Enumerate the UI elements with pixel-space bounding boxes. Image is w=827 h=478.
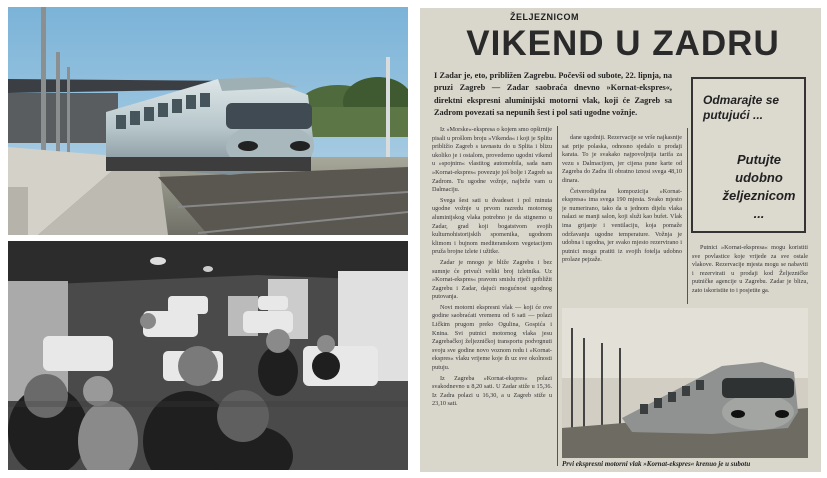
article-paragraph: Novi motorni ekspresni vlak — koji će ove godine saobraćati vremenu od 6 sati — polazi Ličkim prugom preko Ogulina, Gospića i Knina. Svi putnici motornog vlaka jesu Zagrebačkoj željezničkoj transportu podvrgnuti svoju sve godine novo voznom redu i »Kornat-ekspres« vlaku vrijeme koje ih uz sve okolnosti putuju. [432,303,552,372]
passengers-photo-icon [8,241,408,470]
article-paragraph: Putnici »Kornat-ekspresa« mogu koristiti sve povlastice koje vrijede za sve ostale vlakove. Rezervacije mjesta mogu se nabaviti i rezervirati u prodaji kod Željezničke putničke agencije u Zagrebu. Zadar je blizu, zato iskoristite to i posjetite ga. [692,244,808,294]
article-paragraph: Svega šest sati u dvadeset i pol minuta ugodne vožnje u prvom razredu motornog aluminijskog vlaka potrebno je da stignemo u Zadar, grad koji bogatstvom svojih kulturnohistorijskih spomenika, ugodnom klimom i bujnom mediteranskom vegetacijom pruža brojne izlete i užitke. [432,196,552,256]
train-photo [8,7,408,235]
photo-caption: Prvi ekspresni motorni vlak »Kornat-ekspres« krenuo je u subotu [562,460,751,468]
train-photo-icon [8,7,408,235]
article-paragraph: Zadar je mnogo je bliže Zagrebu i bez sumnje će privući veliki broj izletnika. Uz »Kornat-ekspres« pravom smislu riječi približit Zagrebu i Zadar, dajući mogućnost ugodnog putovanja. [432,258,552,301]
train-photo-icon [562,308,808,458]
article-paragraph: Iz »Morske«-ekspresa o kojem smo opširnije pisali u prošlom broju »Vikenda« i koji je Splitu približio Zagreb s tavnastu do u Splita i blizu ukoliko je i ostalom, provedemo ugodni vikend u »spojnim« vlastitog automobila, sada nam »Kornat-ekspres« povezuje još bolje i Zagreb sa Zadrom. Tu ugodne vožnje, najbrže vam u Dalmaciju. [432,126,552,194]
section-label: ŽELJEZNICOM [510,12,580,22]
column-divider [557,126,558,466]
column-divider [687,128,688,304]
newspaper-train-photo [562,308,808,458]
article-paragraph: dane ugodniji. Rezervacije se vrše najkasnije sat prije polaska, odnosno sjedalo u prodaji karata. To je svakako najpovoljnija tarifa za vezu s Dalmacijom, jer cijena pune karte od Zagreba do Zadra ili obratno iznosi svega 48,10 dinara. [562,134,682,184]
article-column-2 [562,134,682,308]
advertisement-box [691,77,806,233]
ad-slogan-rest: Odmarajte se putujući ... [703,93,780,122]
article-paragraph: Iz Zagreba »Kornat-ekspres« polazi svakodnevno u 8,20 sati. U Zadar stiže u 15,36. Iz Zadra polazi u 16,30, a u Zagreb stiže u 23,10 sati. [432,374,552,408]
lead-paragraph: I Zadar je, eto, približen Zagrebu. Počevši od subote, 22. lipnja, na pruzi Zagreb — Zadar saobraća dnevno »Kornat-ekspres«, direktni ekspresni aluminijski motorni vlak, koji će Zagreb sa Zadrom povezati sa nepunih šest i pol sati ugodne vožnje. [434,71,672,118]
newspaper-clipping [420,8,821,472]
passengers-photo [8,241,408,470]
article-paragraph: Četverodijelna kompozicija »Kornat-ekspresa« ima svega 190 mjesta. Svako mjesto je numerirano, tako da u jednom dijelu vlaka nalazi se manji salon, koji služi kao bufet. Vlak ima grijanje i ventilaciju, koja pomaže održavanju ugodne temperature. Vožnja je udobna i ugodna, jer svako mjesto rezervirano i putnici mogu pratiti iz svojih fotelja udobno prolaze pejzaže. [562,187,682,264]
ad-slogan-travel: Putujte udobno željeznicom ... [722,152,796,221]
article-column-1 [432,126,552,466]
headline: VIKEND U ZADRU [466,24,780,63]
